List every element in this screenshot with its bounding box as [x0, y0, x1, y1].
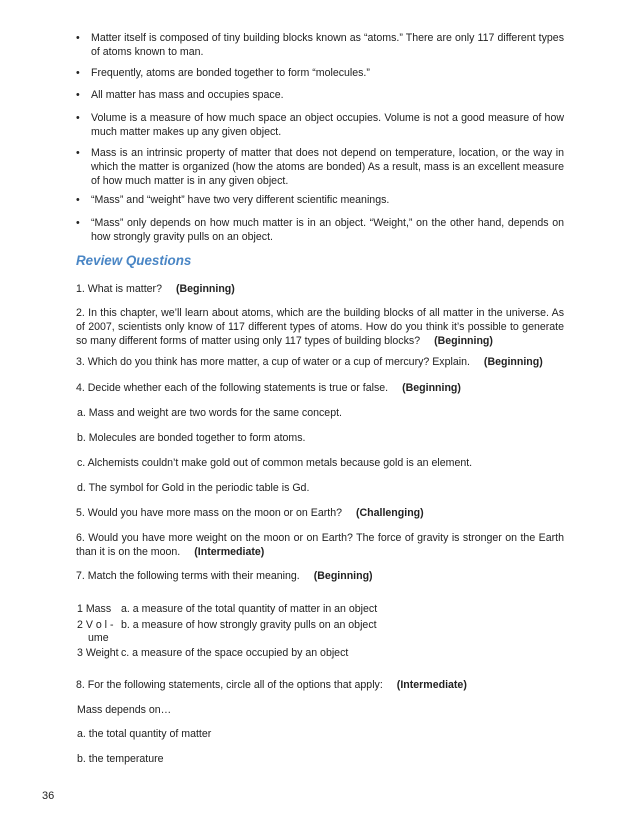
match-row — [77, 602, 377, 616]
match-meaning: b. a measure of how strongly gravity pulls on an object — [121, 619, 377, 631]
question-3: 3. Which do you think has more matter, a cup of water or a cup of mercury? Explain. (Beginning) — [76, 356, 543, 368]
statement-item: c. Alchemists couldn’t make gold out of common metals because gold is an element. — [77, 457, 473, 469]
option-item: a. the total quantity of matter — [77, 728, 212, 740]
difficulty-label: (Beginning) — [313, 570, 373, 582]
question-6: 6. Would you have more weight on the moon or on Earth? The force of gravity is stronger on the Earth than it is on the moon. (Intermediate) — [76, 532, 564, 559]
match-term: 3 Weight — [77, 647, 119, 659]
difficulty-label: (Intermediate) — [396, 679, 467, 691]
statement-item: b. Molecules are bonded together to form atoms. — [77, 432, 306, 444]
difficulty-label: (Beginning) — [483, 356, 543, 368]
difficulty-label: (Beginning) — [402, 382, 461, 394]
bullet-item: • Frequently, atoms are bonded together to form “molecules.” — [76, 67, 370, 79]
question-7: 7. Match the following terms with their meaning. (Beginning) — [76, 570, 373, 582]
match-row — [77, 618, 377, 632]
statement-item: d. The symbol for Gold in the periodic table is Gd. — [77, 482, 310, 494]
option-item: b. the temperature — [77, 753, 164, 765]
match-term: 2 V o l - — [77, 619, 114, 631]
match-term-continuation: ume — [88, 632, 109, 644]
page-number: 36 — [42, 790, 55, 802]
question-1: 1. What is matter? (Beginning) — [76, 283, 235, 295]
difficulty-label: (Beginning) — [175, 283, 235, 295]
match-row — [77, 646, 348, 660]
difficulty-label: (Challenging) — [355, 507, 424, 519]
question-stem: Mass depends on… — [77, 704, 172, 716]
bullet-item: • Mass is an intrinsic property of matter that does not depend on temperature, location, or the way in which the matter is organized (how the atoms are bonded) As a result, mass is an excellent measure of how much matter is in any given object. — [76, 147, 564, 188]
difficulty-label: (Intermediate) — [194, 546, 265, 559]
match-term: 1 Mass — [77, 603, 112, 615]
question-4: 4. Decide whether each of the following statements is true or false. (Beginning) — [76, 382, 461, 394]
question-2: 2. In this chapter, we’ll learn about atoms, which are the building blocks of all matter in the universe. As of 2007, scientists only know of 117 different types of atoms. How do you think it’s possible to generate so many different forms of matter using only 117 types of building blocks? (Beginning) — [76, 307, 564, 348]
section-heading: Review Questions — [76, 253, 192, 268]
question-5: 5. Would you have more mass on the moon or on Earth? (Challenging) — [76, 507, 424, 519]
bullet-item: • “Mass” and “weight” have two very different scientific meanings. — [76, 194, 390, 206]
bullet-item: • All matter has mass and occupies space. — [76, 89, 284, 101]
bullet-item: • Matter itself is composed of tiny building blocks known as “atoms.” There are only 117 different types of atoms known to man. — [76, 32, 564, 59]
bullet-item: • “Mass” only depends on how much matter is in an object. “Weight,” on the other hand, depends on how strongly gravity pulls on an object. — [76, 217, 564, 244]
difficulty-label: (Beginning) — [434, 335, 493, 348]
match-meaning: a. a measure of the total quantity of matter in an object — [121, 603, 378, 615]
match-meaning: c. a measure of the space occupied by an object — [121, 647, 349, 659]
question-8: 8. For the following statements, circle all of the options that apply: (Intermediate) — [76, 679, 467, 691]
bullet-item: • Volume is a measure of how much space an object occupies. Volume is not a good measure of how much matter makes up any given object. — [76, 112, 564, 139]
statement-item: a. Mass and weight are two words for the same concept. — [77, 407, 342, 419]
